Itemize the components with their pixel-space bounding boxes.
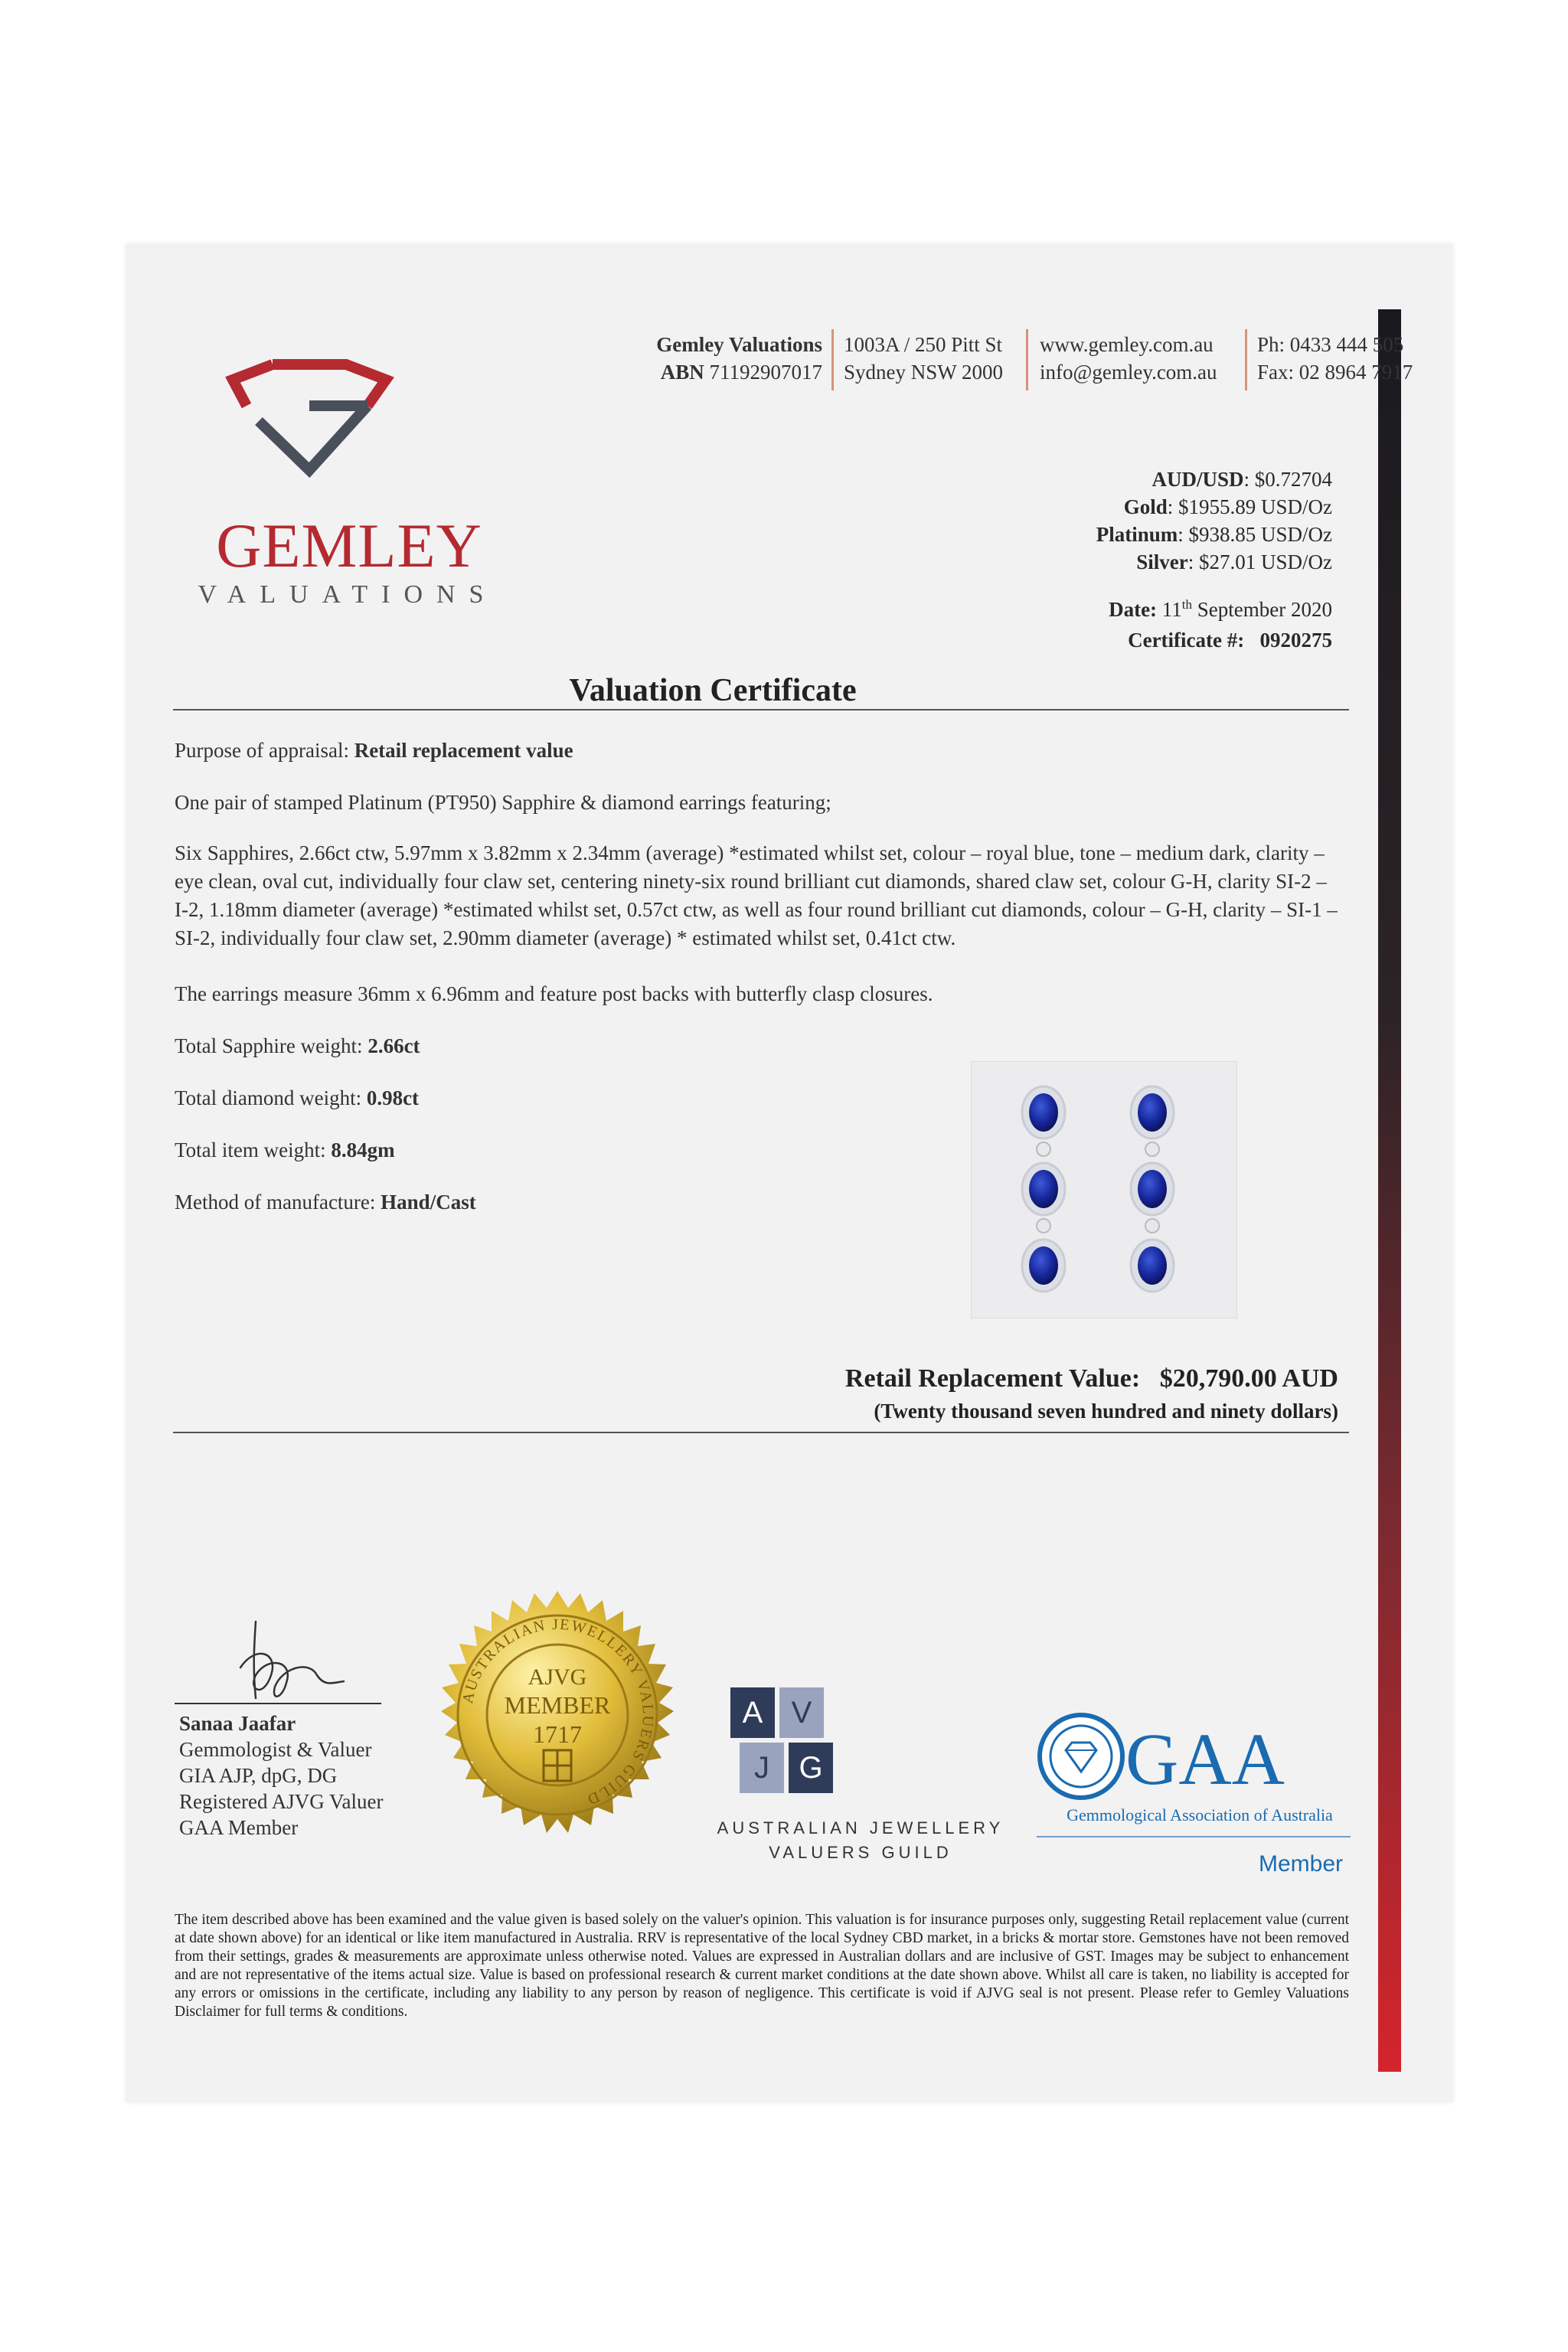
rate-row: Gold: $1955.89 USD/Oz	[1123, 495, 1332, 518]
svg-text:A: A	[742, 1696, 763, 1730]
address-block	[844, 331, 1003, 386]
value-in-words: (Twenty thousand seven hundred and ninety dollars)	[874, 1400, 1338, 1423]
certificate-meta	[891, 590, 1332, 655]
gemley-diamond-logo-icon	[217, 335, 401, 481]
certificate-number-row: Certificate #: 0920275	[1128, 629, 1332, 652]
gaa-rule	[1037, 1836, 1351, 1838]
rate-row: AUD/USD: $0.72704	[1152, 468, 1332, 491]
rate-row: Platinum: $938.85 USD/Oz	[1096, 523, 1332, 546]
abn-label: ABN	[660, 361, 704, 384]
svg-text:V: V	[791, 1696, 812, 1730]
fax-number: Fax: 02 8964 7917	[1257, 361, 1413, 384]
header-divider	[1026, 329, 1028, 390]
spec-row: Total diamond weight: 0.98ct	[175, 1086, 420, 1109]
email-link[interactable]: info@gemley.com.au	[1040, 361, 1217, 384]
seal-ring-text: AUSTRALIAN JEWELLERY VALUERS GUILD	[459, 1615, 657, 1808]
company-name: Gemley Valuations	[656, 333, 822, 356]
date-row: Date: 11th September 2020	[1109, 597, 1332, 621]
abn-number: 71192907017	[709, 361, 822, 384]
spec-row: Total item weight: 8.84gm	[175, 1138, 395, 1161]
spec-row: Total Sapphire weight: 2.66ct	[175, 1034, 420, 1057]
measure-paragraph: The earrings measure 36mm x 6.96mm and feature post backs with butterfly clasp closures.	[175, 982, 933, 1005]
header-divider	[1245, 329, 1247, 390]
signature-line	[175, 1703, 381, 1704]
signatory-block: Sanaa Jaafar Gemmologist & Valuer GIA AJP, dpG, DG Registered AJVG Valuer GAA Member	[179, 1712, 384, 1839]
rate-row: Silver: $27.01 USD/Oz	[1136, 550, 1332, 573]
description-paragraph: Six Sapphires, 2.66ct ctw, 5.97mm x 3.82mm x 2.34mm (average) *estimated whilst set, colour – royal blue, tone – medium dark, clarity – eye clean, oval cut, individually four claw set, centering ninety-six round brilliant cut diamonds, shared claw set, colour G-H, clarity SI-2 – I-2, 1.18mm diameter (average) *estimated whilst set, 0.57ct ctw, as well as four round brilliant cut diamonds, colour – G-H, clarity – SI-1 – SI-2, individually four claw set, 2.90mm diameter (average) * estimated whilst set, 0.41ct ctw.	[175, 841, 1338, 949]
brand-subtitle: VALUATIONS	[198, 580, 498, 609]
ajvg-gold-seal-icon	[427, 1585, 688, 1845]
address-line-1: 1003A / 250 Pitt St	[844, 333, 1003, 356]
seal-line-1: AJVG	[528, 1664, 587, 1690]
purpose-line: Purpose of appraisal: Retail replacement value	[175, 739, 573, 762]
svg-text:G: G	[799, 1751, 823, 1785]
company-block	[516, 331, 822, 386]
web-block	[1040, 331, 1217, 386]
gradient-sidebar-bar	[1378, 309, 1401, 2072]
spec-row: Method of manufacture: Hand/Cast	[175, 1191, 476, 1214]
value-rule	[173, 1432, 1349, 1433]
ajvg-caption: AUSTRALIAN JEWELLERY VALUERS GUILD	[717, 1818, 1004, 1862]
header-divider	[831, 329, 834, 390]
signature-icon	[210, 1614, 363, 1713]
phone-number: Ph: 0433 444 505	[1257, 333, 1404, 356]
brand-name: GEMLEY	[216, 511, 482, 580]
gaa-abbreviation: GAA	[1125, 1718, 1285, 1800]
document-title: Valuation Certificate	[569, 673, 857, 708]
intro-paragraph: One pair of stamped Platinum (PT950) Sapphire & diamond earrings featuring;	[175, 791, 831, 814]
earrings-illustration-icon	[972, 1062, 1236, 1318]
seal-line-3: 1717	[533, 1720, 582, 1748]
website-link[interactable]: www.gemley.com.au	[1040, 333, 1214, 356]
gaa-full-name: Gemmological Association of Australia	[1067, 1805, 1333, 1824]
ajvg-logo-icon	[730, 1687, 853, 1807]
address-line-2: Sydney NSW 2000	[844, 361, 1004, 384]
phone-block	[1257, 331, 1413, 386]
metal-rates	[891, 466, 1332, 576]
gaa-emblem-icon	[1037, 1712, 1125, 1801]
svg-text:J: J	[754, 1751, 769, 1785]
seal-line-2: MEMBER	[504, 1691, 611, 1719]
earrings-photo	[971, 1061, 1237, 1318]
retail-replacement-value: Retail Replacement Value: $20,790.00 AUD	[844, 1364, 1338, 1393]
signatory-name: Sanaa Jaafar	[179, 1712, 296, 1735]
gaa-member-label: Member	[1258, 1851, 1343, 1877]
title-rule	[173, 709, 1349, 710]
certificate-sheet	[126, 243, 1453, 2102]
disclaimer-text: The item described above has been examined and the value given is based solely on the valuer's opinion. This valuation is for insurance purposes only, suggesting Retail replacement value (current at date shown above) for an identical or like item manufactured in Australia. RRV is representative of the local Sydney CBD market, in a bricks & mortar store. Gemstones have not been removed from their settings, grades & measurements are approximate unless otherwise noted. Values are expressed in Australian dollars and are inclusive of GST. Images may be subject to enhancement and are not representative of the items actual size. Value is based on professional research & current market conditions at the date shown above. Whilst all care is taken, no liability is accepted for any errors or omissions in the certificate, including any liability to any person by reason of negligence. This certificate is void if AJVG seal is not present. Please refer to Gemley Valuations Disclaimer for full terms & conditions.	[175, 1912, 1349, 2020]
